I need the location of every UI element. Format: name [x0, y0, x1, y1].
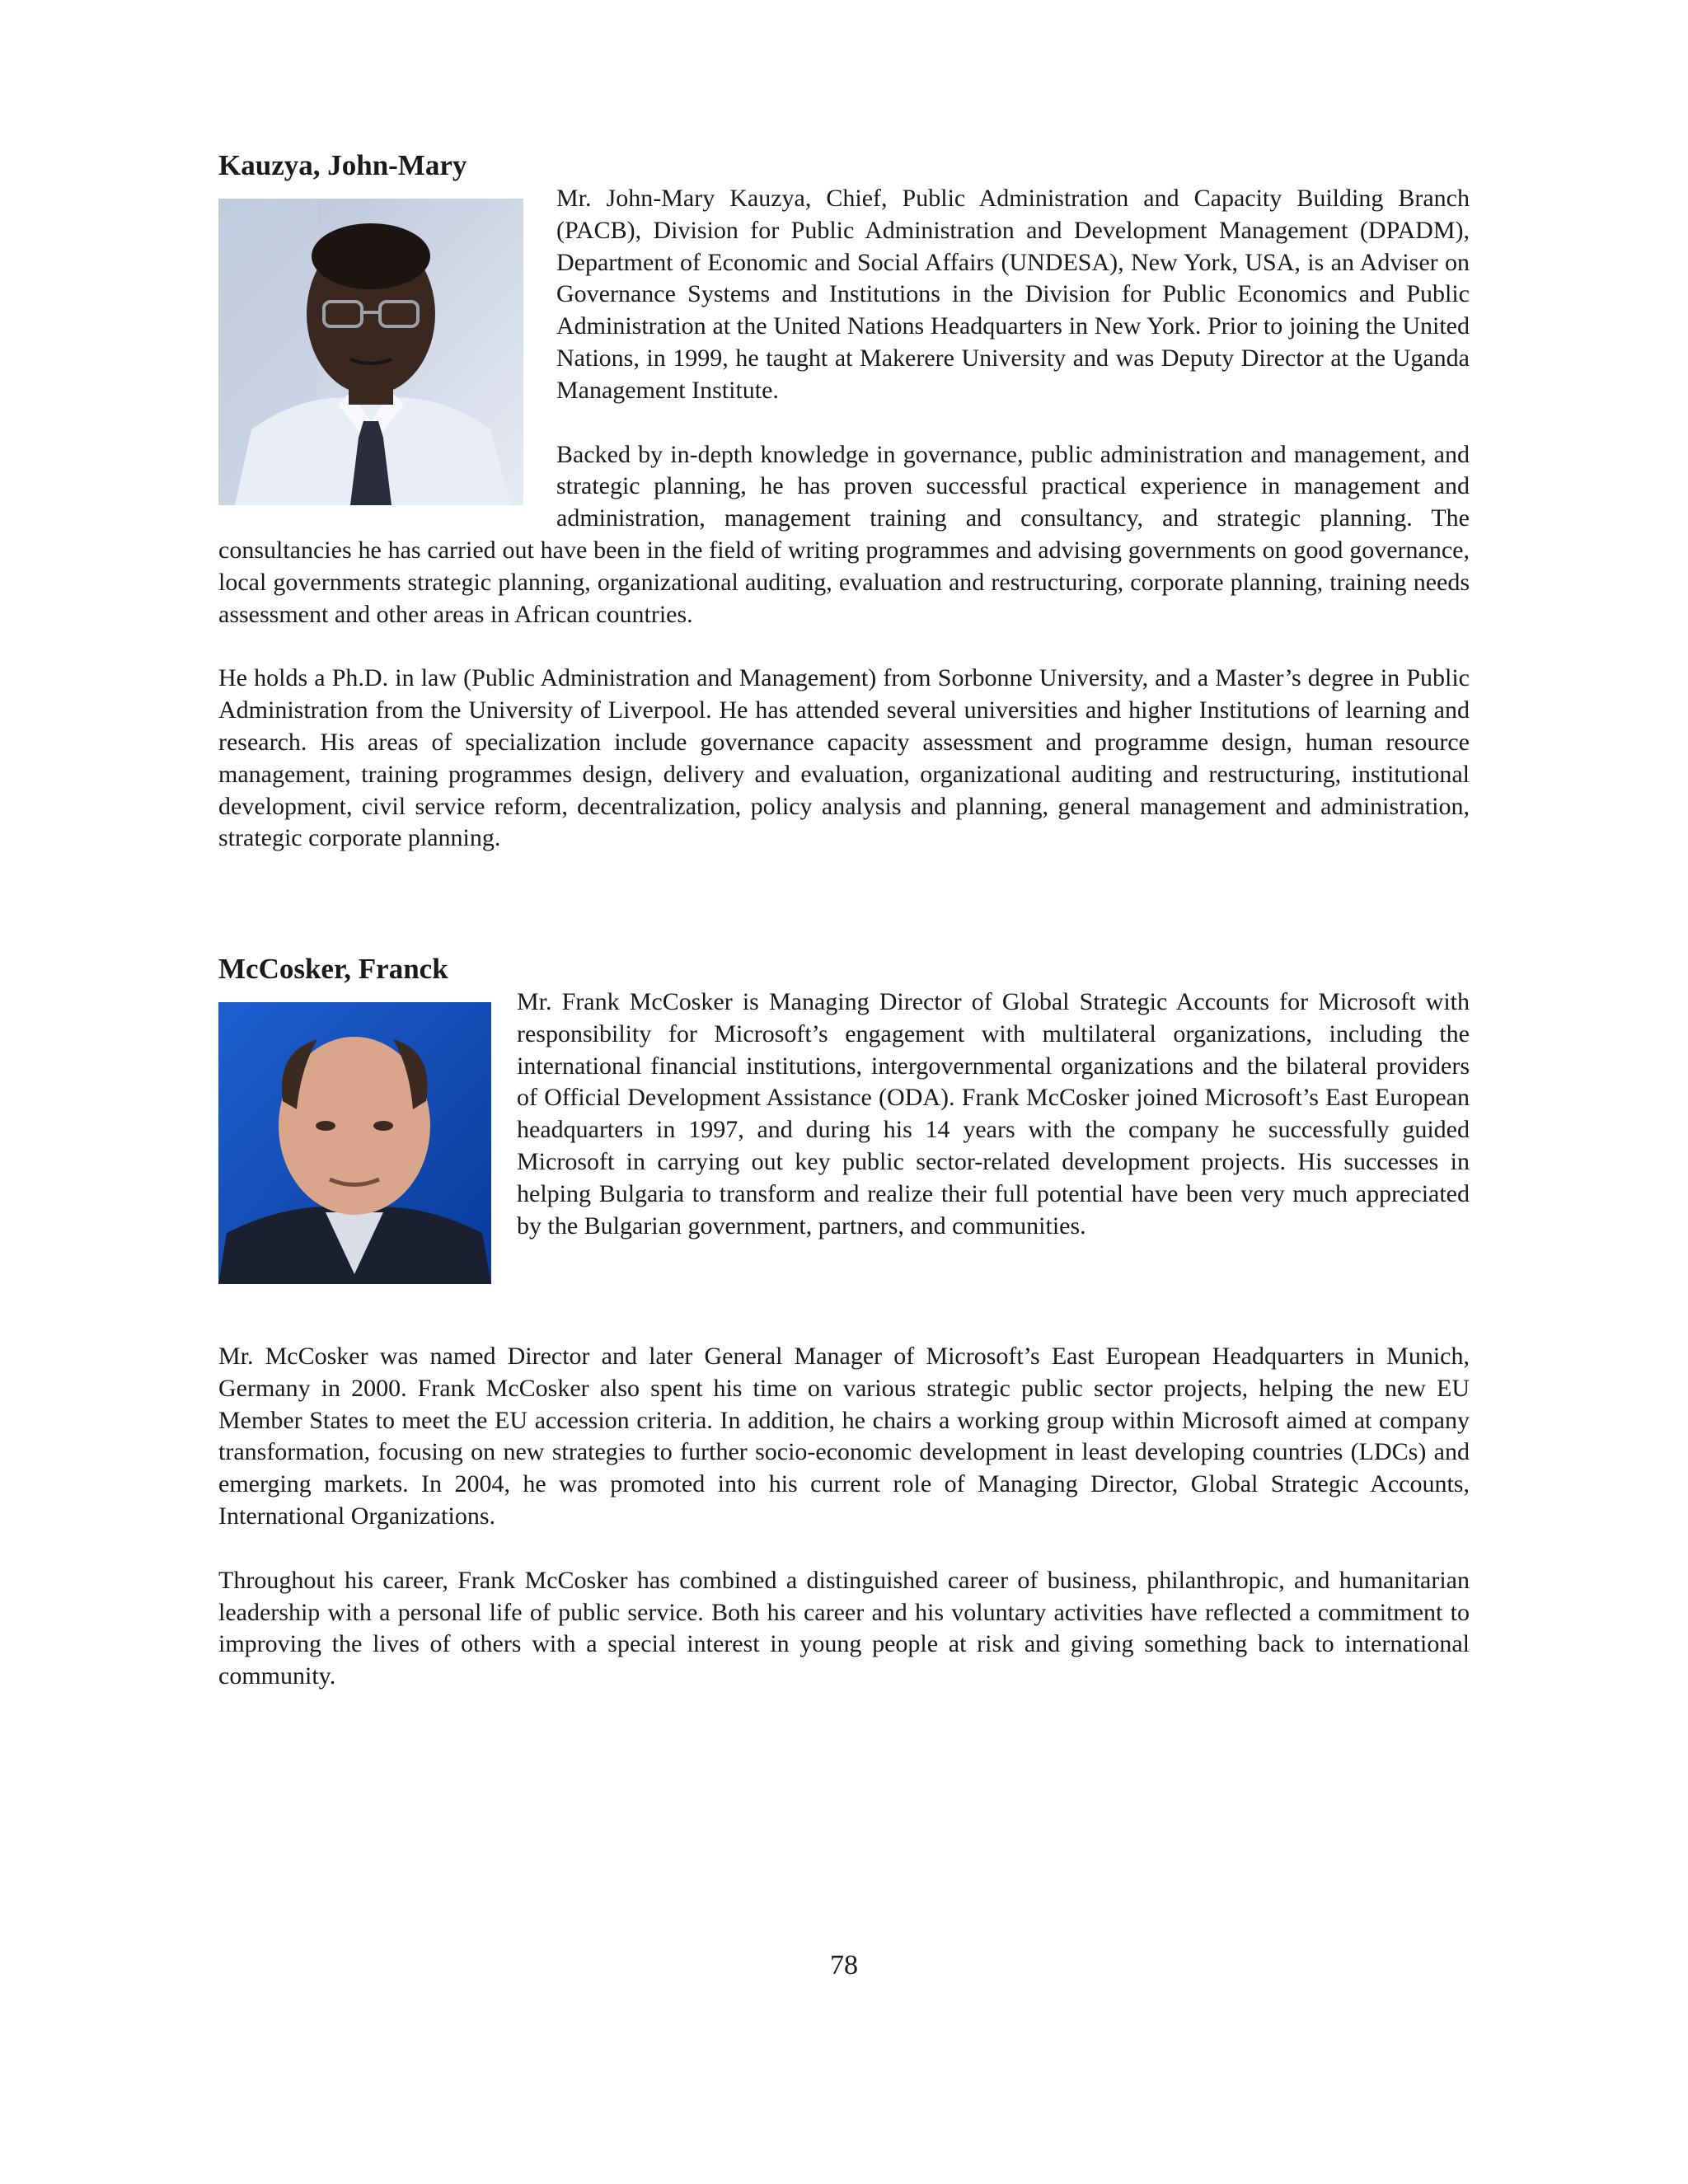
- bio-paragraph: Mr. John-Mary Kauzya, Chief, Public Administration and Capacity Building Branch (PACB), Division for Public Administration and Development Management (DPADM), Department of Economic and Social Affairs (UNDESA), New York, USA, is an Adviser on Governance Systems and Institutions in the Division for Public Economics and Public Administration at the United Nations Headquarters in New York. Prior to joining the United Nations, in 1999, he taught at Makerere University and was Deputy Director at the Uganda Management Institute.: [556, 185, 1470, 404]
- bio-paragraph: Backed by in-depth knowledge in governance, public administration and management, and strategic planning, he has proven successful practical experience in management and administration, management training and consultancy, and strategic planning. The consultancies he has carried out have been in the field of writing programmes and advising governments on good governance, local governments strategic planning, organizational auditing, evaluation and restructuring, corporate planning, training needs assessment and other areas in African countries.: [218, 440, 1470, 628]
- bio-section-kauzya: [218, 148, 1470, 855]
- bio-paragraph: He holds a Ph.D. in law (Public Administration and Management) from Sorbonne University, and a Master’s degree in Public Administration from the University of Liverpool. He has attended several universities and higher Institutions of learning and research. His areas of specialization include governance capacity assessment and programme design, human resource management, training programmes design, delivery and evaluation, organizational auditing and restructuring, institutional development, civil service reform, decentralization, policy analysis and planning, general management and administration, strategic corporate planning.: [218, 664, 1470, 852]
- bio-section-mccosker: [218, 952, 1470, 1693]
- portrait-photo: [218, 199, 523, 505]
- page-number: 78: [830, 1950, 858, 1980]
- person-name: McCosker, Franck: [218, 953, 448, 985]
- bio-paragraph: Mr. Frank McCosker is Managing Director of Global Strategic Accounts for Microsoft with responsibility for Microsoft’s engagement with multilateral organizations, including the international financial institutions, intergovernmental organizations and the bilateral providers of Official Development Assistance (ODA). Frank McCosker joined Microsoft’s East European headquarters in 1997, and during his 14 years with the company he successfully guided Microsoft in carrying out key public sector-related development projects. His successes in helping Bulgaria to transform and realize their full potential have been very much appreciated by the Bulgarian government, partners, and communities.: [517, 988, 1470, 1240]
- bio-paragraph: Mr. McCosker was named Director and later General Manager of Microsoft’s East European Headquarters in Munich, Germany in 2000. Frank McCosker also spent his time on various strategic public sector projects, helping the new EU Member States to meet the EU accession criteria. In addition, he chairs a working group within Microsoft aimed at company transformation, focusing on new strategies to further socio-economic development in least developing countries (LDCs) and emerging markets. In 2004, he was promoted into his current role of Managing Director, Global Strategic Accounts, International Organizations.: [218, 1343, 1470, 1530]
- portrait-photo: [218, 1002, 491, 1284]
- bio-paragraph: Throughout his career, Frank McCosker has combined a distinguished career of business, philanthropic, and humanitarian leadership with a personal life of public service. Both his career and his voluntary activities have reflected a commitment to improving the lives of others with a special interest in young people at risk and giving something back to international community.: [218, 1566, 1470, 1690]
- person-name: Kauzya, John-Mary: [218, 149, 467, 181]
